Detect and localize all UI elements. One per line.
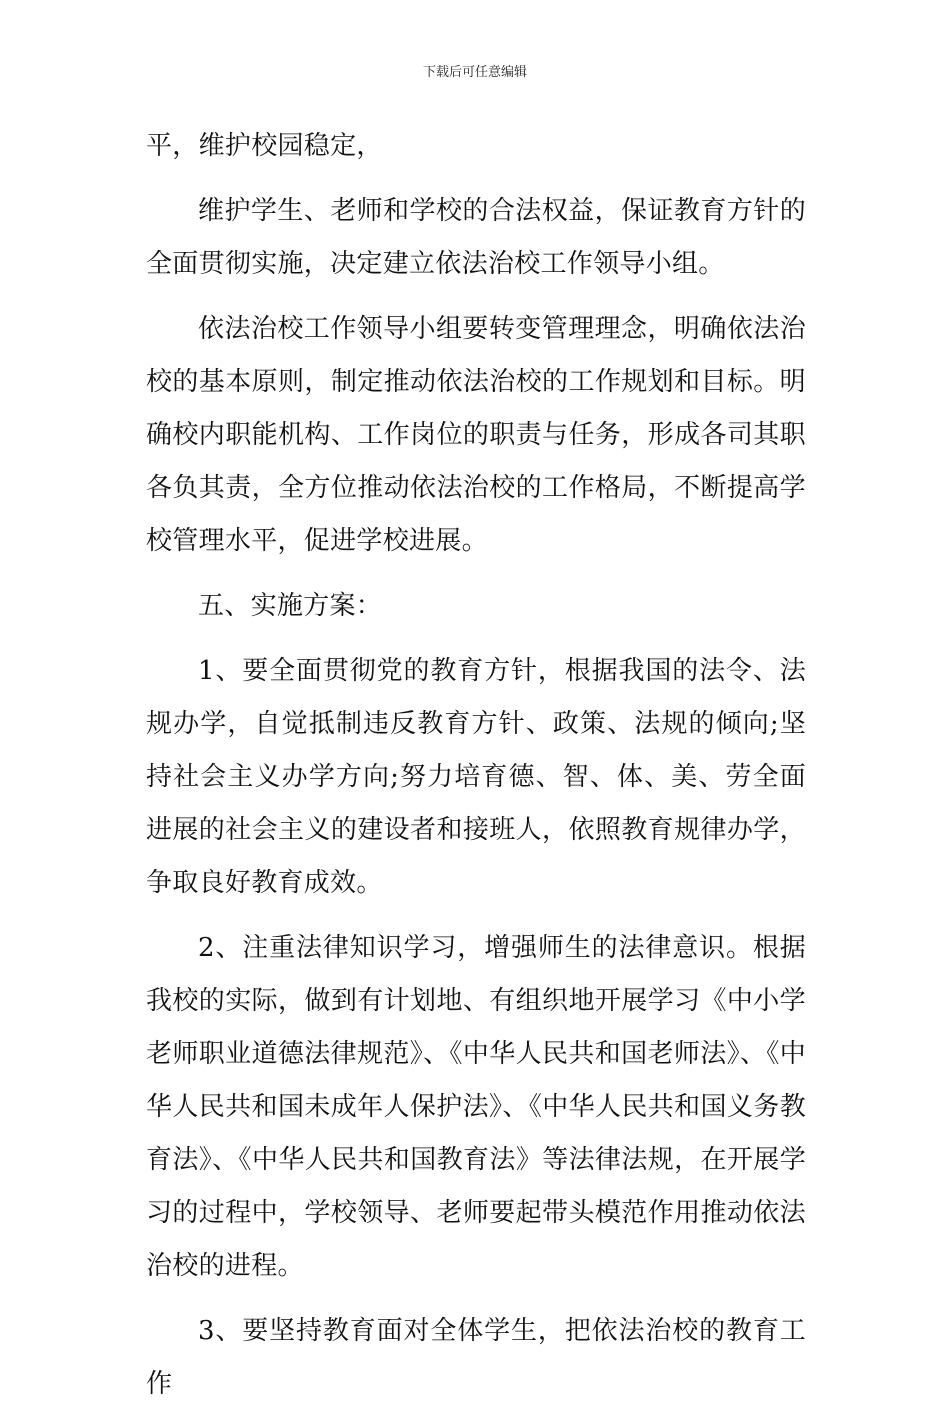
paragraph-2: 维护学生、老师和学校的合法权益，保证教育方针的全面贯彻实施，决定建立依法治校工作领导小组。 [146, 196, 806, 279]
document-body [146, 120, 806, 1423]
paragraph-3: 依法治校工作领导小组要转变管理理念，明确依法治校的基本原则，制定推动依法治校的工作规划和目标。明确校内职能机构、工作岗位的职责与任务，形成各司其职各负其责，全方位推动依法治校的工作格局，不断提高学校管理水平，促进学校进展。 [146, 314, 806, 556]
paragraph-item-1: 1、要全面贯彻党的教育方针，根据我国的法令、法规办学，自觉抵制违反教育方针、政策、法规的倾向;坚持社会主义办学方向;努力培育德、智、体、美、劳全面进展的社会主义的建设者和接班人，依照教育规律办学，争取良好教育成效。 [146, 656, 806, 898]
paragraph-item-3: 3、要坚持教育面对全体学生，把依法治校的教育工作 [146, 1316, 806, 1399]
paragraph-1: 平，维护校园稳定， [146, 131, 383, 161]
paragraph-item-2: 2、注重法律知识学习，增强师生的法律意识。根据我校的实际，做到有计划地、有组织地开展学习《中小学老师职业道德法律规范》、《中华人民共和国老师法》、《中华人民共和国未成年人保护法》、《中华人民共和国义务教育法》、《中华人民共和国教育法》等法律法规，在开展学习的过程中，学校领导、老师要起带头模范作用推动依法治校的进程。 [146, 933, 806, 1281]
section-heading-implementation: 五、实施方案： [198, 591, 383, 621]
page-header: 下载后可任意编辑 [422, 65, 527, 80]
